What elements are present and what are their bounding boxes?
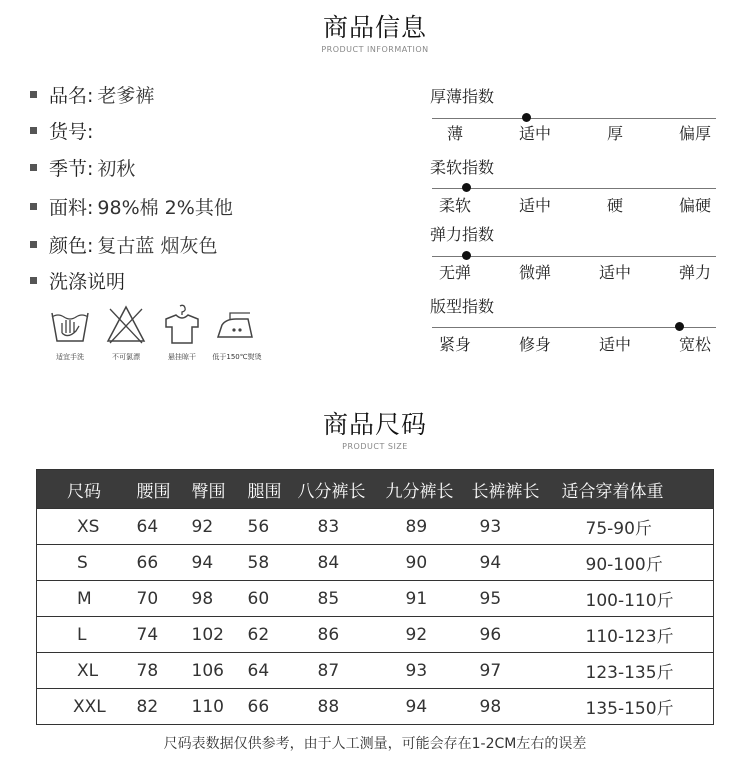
table-cell: 62: [248, 617, 298, 653]
index-track: [432, 327, 716, 328]
table-cell: 89: [386, 509, 472, 545]
table-cell: 75-90斤: [562, 509, 714, 545]
index-track: [432, 118, 716, 119]
table-cell: 95: [472, 581, 562, 617]
info-row-sku: [30, 115, 97, 145]
table-cell: 60: [248, 581, 298, 617]
care-label: 适宜手洗: [56, 353, 84, 361]
table-cell: 83: [298, 509, 386, 545]
table-cell: 98: [192, 581, 248, 617]
no-bleach-icon: [104, 303, 148, 347]
index-option: 紧身: [438, 335, 471, 354]
size-table-header: [37, 470, 714, 509]
table-cell: 86: [298, 617, 386, 653]
index-title-softness: 柔软指数: [430, 158, 495, 177]
size-table: [36, 469, 714, 725]
table-cell: 94: [192, 545, 248, 581]
care-label: 悬挂晾干: [168, 353, 196, 361]
care-hand-wash: [48, 303, 92, 351]
index-option: 宽松: [678, 335, 711, 354]
info-row-season: [30, 152, 135, 182]
index-option: 无弹: [438, 263, 471, 282]
table-cell: 88: [298, 689, 386, 725]
index-marker: [675, 322, 684, 331]
product-info-title: 商品信息: [322, 13, 427, 42]
info-row-washing: [30, 265, 129, 295]
table-row: [37, 689, 714, 725]
info-value: 98%棉 2%其他: [97, 196, 233, 219]
column-header: 适合穿着体重: [562, 470, 714, 509]
index-track: [432, 188, 716, 189]
table-cell: 92: [192, 509, 248, 545]
info-row-fabric: [30, 191, 233, 221]
table-cell: 70: [137, 581, 192, 617]
index-title-fit: 版型指数: [430, 297, 495, 316]
table-row: [37, 653, 714, 689]
column-header: 尺码: [37, 470, 137, 509]
bullet-icon: [30, 164, 37, 171]
table-cell: 93: [386, 653, 472, 689]
index-title-elasticity: 弹力指数: [430, 225, 495, 244]
info-key: 货号:: [49, 120, 94, 143]
table-cell: 90: [386, 545, 472, 581]
table-cell: 91: [386, 581, 472, 617]
table-cell: XXL: [37, 689, 137, 725]
table-cell: 66: [248, 689, 298, 725]
index-option: 硬: [606, 196, 623, 215]
index-option: 厚: [606, 124, 623, 143]
bullet-icon: [30, 203, 37, 210]
table-cell: S: [37, 545, 137, 581]
table-row: [37, 509, 714, 545]
info-key: 颜色:: [49, 234, 94, 257]
table-cell: 92: [386, 617, 472, 653]
info-row-color: [30, 229, 217, 259]
table-cell: 110-123斤: [562, 617, 714, 653]
table-cell: 84: [298, 545, 386, 581]
index-option: 微弹: [518, 263, 551, 282]
info-key: 品名:: [49, 84, 94, 107]
table-cell: 90-100斤: [562, 545, 714, 581]
table-cell: 85: [298, 581, 386, 617]
info-key: 季节:: [49, 157, 94, 180]
table-cell: 97: [472, 653, 562, 689]
info-row-name: [30, 79, 154, 109]
index-option: 适中: [598, 263, 631, 282]
product-info-subtitle: PRODUCT INFORMATION: [321, 45, 429, 54]
column-header: 臀围: [192, 470, 248, 509]
table-cell: 82: [137, 689, 192, 725]
table-cell: 110: [192, 689, 248, 725]
index-option: 适中: [518, 124, 551, 143]
table-row: [37, 617, 714, 653]
index-option: 偏硬: [678, 196, 711, 215]
bullet-icon: [30, 241, 37, 248]
index-option: 偏厚: [678, 124, 711, 143]
column-header: 腰围: [137, 470, 192, 509]
table-cell: 135-150斤: [562, 689, 714, 725]
table-cell: 78: [137, 653, 192, 689]
index-option: 修身: [518, 335, 551, 354]
hang-dry-icon: [160, 303, 204, 347]
table-cell: 106: [192, 653, 248, 689]
table-cell: 64: [137, 509, 192, 545]
table-cell: 56: [248, 509, 298, 545]
table-cell: L: [37, 617, 137, 653]
index-marker: [462, 251, 471, 260]
table-cell: 98: [472, 689, 562, 725]
bullet-icon: [30, 277, 37, 284]
index-marker: [462, 183, 471, 192]
table-cell: 58: [248, 545, 298, 581]
index-options: [430, 193, 720, 216]
care-iron: [214, 303, 258, 351]
size-chart-footnote: 尺码表数据仅供参考，由于人工测量，可能会存在1-2CM左右的误差: [163, 736, 587, 752]
care-hang-dry: [160, 303, 204, 351]
index-option: 薄: [446, 124, 463, 143]
table-cell: M: [37, 581, 137, 617]
care-label: 不可氯漂: [112, 353, 140, 361]
table-cell: 123-135斤: [562, 653, 714, 689]
info-key: 面料:: [49, 196, 94, 219]
index-option: 适中: [598, 335, 631, 354]
index-track: [432, 256, 716, 257]
info-key: 洗涤说明: [49, 270, 126, 293]
table-cell: 94: [472, 545, 562, 581]
column-header: 长裤裤长: [472, 470, 562, 509]
index-options: [430, 121, 720, 144]
table-cell: 64: [248, 653, 298, 689]
table-cell: XS: [37, 509, 137, 545]
column-header: 九分裤长: [386, 470, 472, 509]
column-header: 腿围: [248, 470, 298, 509]
index-options: [430, 260, 720, 283]
info-value: 复古蓝 烟灰色: [97, 234, 218, 257]
table-cell: 74: [137, 617, 192, 653]
table-cell: 87: [298, 653, 386, 689]
table-row: [37, 545, 714, 581]
index-options: [430, 332, 720, 355]
table-cell: 93: [472, 509, 562, 545]
bullet-icon: [30, 91, 37, 98]
index-option: 柔软: [438, 196, 471, 215]
info-value: 初秋: [97, 157, 136, 180]
info-value: 老爹裤: [97, 84, 155, 107]
iron-icon: [214, 303, 258, 347]
bullet-icon: [30, 127, 37, 134]
table-cell: 100-110斤: [562, 581, 714, 617]
column-header: 八分裤长: [298, 470, 386, 509]
size-chart-title: 商品尺码: [322, 410, 427, 439]
index-option: 弹力: [678, 263, 711, 282]
care-no-bleach: [104, 303, 148, 351]
index-option: 适中: [518, 196, 551, 215]
table-cell: 96: [472, 617, 562, 653]
index-title-thickness: 厚薄指数: [430, 87, 495, 106]
table-row: [37, 581, 714, 617]
size-chart-subtitle: PRODUCT SIZE: [342, 442, 408, 451]
table-cell: XL: [37, 653, 137, 689]
hand-wash-icon: [48, 303, 92, 347]
table-cell: 66: [137, 545, 192, 581]
care-label: 低于150℃熨烫: [212, 353, 262, 361]
table-cell: 102: [192, 617, 248, 653]
table-cell: 94: [386, 689, 472, 725]
